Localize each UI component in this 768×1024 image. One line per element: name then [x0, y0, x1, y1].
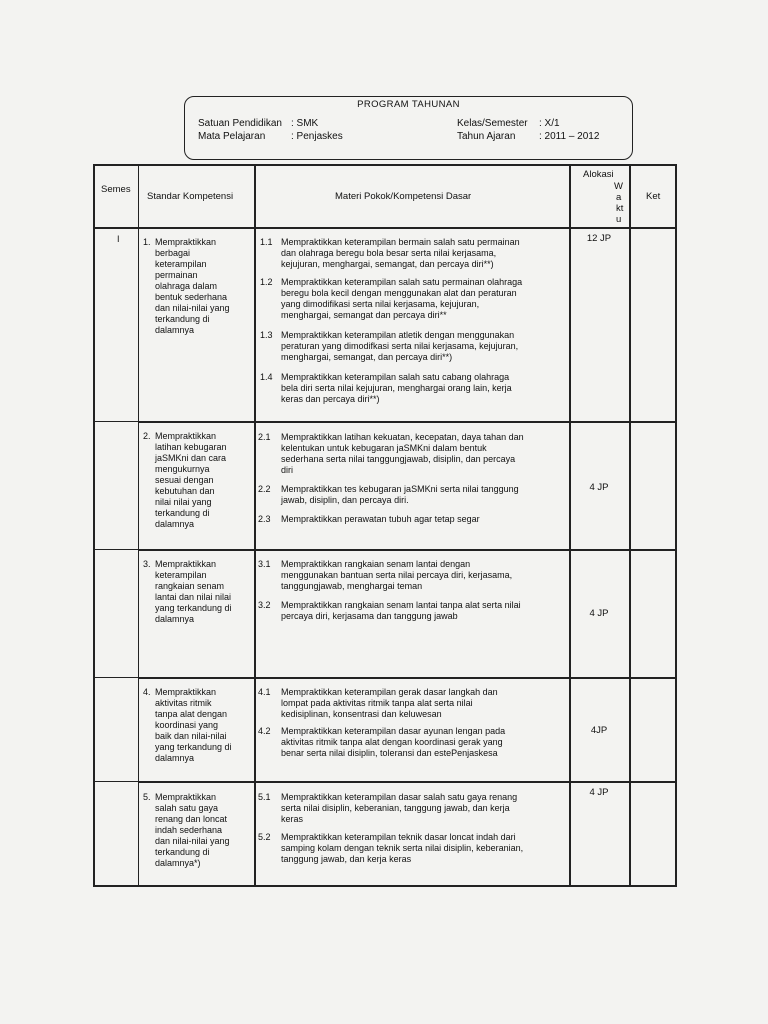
jp-row-1: 12 JP: [586, 233, 612, 244]
document-title: PROGRAM TAHUNAN: [357, 99, 460, 110]
header-ket: Ket: [646, 191, 661, 202]
satuan-label: Satuan Pendidikan: [198, 118, 282, 129]
kd-num: 1.4: [260, 372, 273, 382]
jp-row-4: 4JP: [590, 725, 608, 736]
mapel-value: : Penjaskes: [291, 131, 343, 142]
kd-text: Mempraktikkan keterampilan bermain salah satu permainan dan olahraga beregu bola besar serta nilai kerjasama, kejujuran, menghargai, semangat, dan percaya diri**): [281, 237, 520, 269]
kd-text: Mempraktikkan keterampilan teknik dasar loncat indah dari samping kolam dengan teknik serta nilai disiplin, keberanian, tanggung jawab, dan kerja keras: [281, 832, 524, 864]
kd-text: Mempraktikkan keterampilan atletik dengan menggunakan peraturan yang dimodifkasi serta nilai kerjasama, kejujuran, menghargai, semangat, dan percaya diri**): [281, 330, 519, 362]
kd-num: 1.3: [260, 330, 273, 340]
tahun-label: Tahun Ajaran: [457, 131, 516, 142]
kd-text: Mempraktikkan tes kebugaran jaSMKni serta nilai tanggung jawab, disiplin, dan percaya diri.: [281, 484, 519, 505]
kd-text: Mempraktikkan rangkaian senam lantai dengan menggunakan bantuan serta nilai percaya diri, kerjasama, tanggungjawab, menghargai teman: [281, 559, 513, 591]
header-semes: Semes: [101, 184, 131, 195]
kelas-label: Kelas/Semester: [457, 118, 528, 129]
kd-num: 3.2: [258, 600, 271, 610]
kd-text: Mempraktikkan keterampilan dasar salah satu gaya renang serta nilai disiplin, keberanian, tanggung jawab, dan kerja keras: [281, 792, 518, 824]
header-waktu-w: W: [614, 181, 623, 192]
tahun-value: : 2011 – 2012: [539, 131, 600, 142]
semester-value: I: [117, 234, 120, 244]
jp-row-3: 4 JP: [589, 608, 609, 619]
sk-text: Mempraktikkan keterampilan rangkaian senam lantai dan nilai nilai yang terkandung di dalamnya: [155, 559, 232, 624]
sk-text: Mempraktikkan latihan kebugaran jaSMKni dan cara mengukurnya sesuai dengan kebutuhan dan nilai nilai yang terkandung di dalamnya: [155, 431, 227, 529]
kd-num: 2.3: [258, 514, 271, 524]
kelas-value: : X/1: [539, 118, 560, 129]
kd-text: Mempraktikkan keterampilan dasar ayunan lengan pada aktivitas ritmik tanpa alat dengan koordinasi gerak yang benar serta nilai disiplin, toleransi dan estePenjaskesa: [281, 726, 506, 758]
satuan-value: : SMK: [291, 118, 319, 129]
kd-text: Mempraktikkan keterampilan salah satu permainan olahraga beregu bola kecil dengan menggunakan alat dan peraturan yang dimodifikasi serta nilai kerjasama, kejujuran, menghargai, semangat dan percaya diri**: [281, 277, 523, 320]
kd-text: Mempraktikkan perawatan tubuh agar tetap segar: [281, 514, 480, 524]
header-alokasi: Alokasi: [583, 169, 614, 180]
sk-text: Mempraktikkan aktivitas ritmik tanpa alat dengan koordinasi yang baik dan nilai-nilai yang terkandung di dalamnya: [155, 687, 232, 763]
kd-text: Mempraktikkan latihan kekuatan, kecepatan, daya tahan dan kelentukan untuk kebugaran jaSMKni dalam bentuk sederhana serta nilai tanggungjawab, disiplin, dan percaya diri: [281, 432, 524, 475]
header-materi: Materi Pokok/Kompetensi Dasar: [335, 191, 472, 202]
header-waktu-kt: kt: [616, 203, 624, 214]
sk-row-3: 3. Mempraktikkan keterampilan rangkaian senam lantai dan nilai nilai yang terkandung di dalamnya: [143, 559, 251, 669]
kd-num: 3.1: [258, 559, 271, 569]
mapel-label: Mata Pelajaran: [198, 131, 266, 142]
kd-num: 5.1: [258, 792, 271, 802]
sk-row-1: 1. Mempraktikkan berbagai keterampilan permainan olahraga dalam bentuk sederhana dan nilai-nilai yang terkandung di dalamnya: [143, 237, 251, 417]
program-table: [93, 164, 677, 886]
kd-num: 1.1: [260, 237, 273, 247]
sk-row-4: 4. Mempraktikkan aktivitas ritmik tanpa alat dengan koordinasi yang baik dan nilai-nilai yang terkandung di dalamnya: [143, 687, 251, 777]
kd-num: 5.2: [258, 832, 271, 842]
kd-num: 1.2: [260, 277, 273, 287]
kd-text: Mempraktikkan rangkaian senam lantai tanpa alat serta nilai percaya diri, kerjasama dan tanggung jawab: [281, 600, 521, 621]
kd-num: 4.2: [258, 726, 271, 736]
sk-row-5: 5. Mempraktikkan salah satu gaya renang dan loncat indah sederhana dan nilai-nilai yang terkandung di dalamnya*): [143, 792, 251, 882]
sk-text: Mempraktikkan berbagai keterampilan permainan olahraga dalam bentuk sederhana dan nilai-nilai yang terkandung di dalamnya: [155, 237, 230, 335]
header-waktu-a: a: [616, 192, 622, 203]
header-box: [184, 96, 633, 160]
header-standar: Standar Kompetensi: [147, 191, 234, 202]
sk-text: Mempraktikkan salah satu gaya renang dan loncat indah sederhana dan nilai-nilai yang terkandung di dalamnya*): [155, 792, 230, 868]
kd-text: Mempraktikkan keterampilan salah satu cabang olahraga bela diri serta nilai kejujuran, menghargai orang lain, kerja keras dan percaya diri**): [281, 372, 512, 404]
kd-num: 2.1: [258, 432, 271, 442]
jp-row-5: 4 JP: [589, 787, 609, 798]
kd-num: 4.1: [258, 687, 271, 697]
sk-row-2: 2. Mempraktikkan latihan kebugaran jaSMKni dan cara mengukurnya sesuai dengan kebutuhan dan nilai nilai yang terkandung di dalamnya: [143, 431, 251, 546]
jp-row-2: 4 JP: [589, 482, 609, 493]
kd-num: 2.2: [258, 484, 271, 494]
kd-text: Mempraktikkan keterampilan gerak dasar langkah dan lompat pada aktivitas ritmik tanpa alat serta nilai kedisiplinan, konsentrasi dan keluwesan: [281, 687, 498, 719]
header-waktu-u: u: [616, 214, 622, 225]
